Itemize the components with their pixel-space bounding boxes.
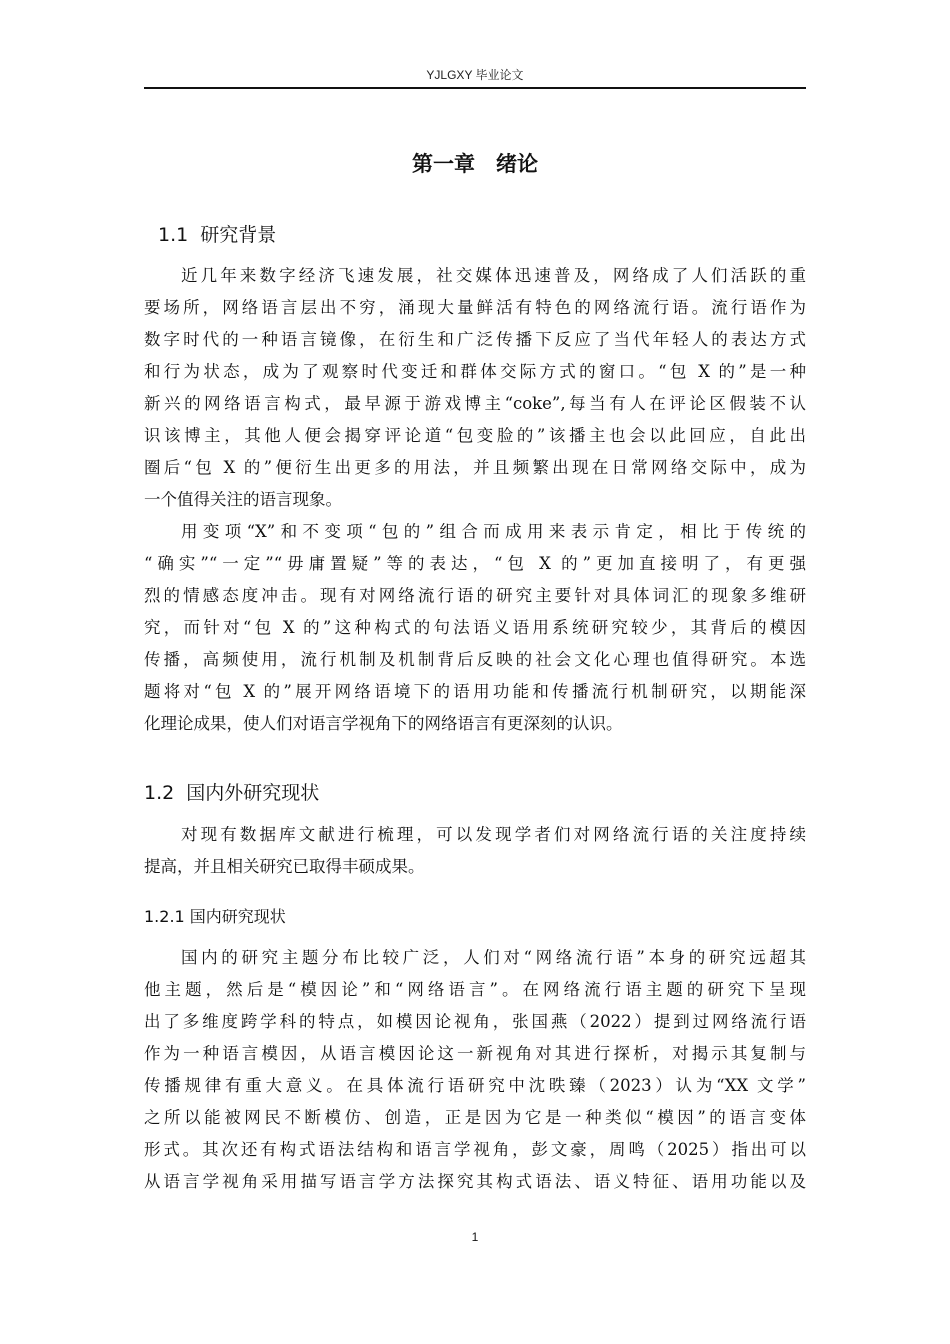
paragraph-domestic-research — [144, 942, 806, 1198]
text-line: 圈后“包 X 的”便衍生出更多的用法，并且频繁出现在日常网络交际中，成为 — [144, 458, 806, 477]
text-line: 题将对“包 X 的”展开网络语境下的语用功能和传播流行机制研究，以期能深 — [144, 682, 806, 701]
paragraph-background-1 — [144, 260, 806, 516]
paragraph-background-2 — [144, 516, 806, 740]
text-line: 烈的情感态度冲击。现有对网络流行语的研究主要针对具体词汇的现象多维研 — [144, 586, 806, 605]
section-heading-1-2-1: 1.2.1 国内研究现状 — [144, 907, 286, 926]
text-line: 究，而针对“包 X 的”这种构式的句法语义语用系统研究较少，其背后的模因 — [144, 618, 806, 637]
text-line: “确实”“一定”“毋庸置疑”等的表达，“包 X 的”更加直接明了，有更强 — [144, 554, 806, 573]
text-line: 数字时代的一种语言镜像，在衍生和广泛传播下反应了当代年轻人的表达方式 — [144, 330, 806, 349]
section-heading-1-1: 1.1 研究背景 — [158, 224, 277, 246]
paragraph-status-intro — [144, 819, 806, 883]
running-header: YJLGXY 毕业论文 — [426, 68, 524, 82]
text-line: 从语言学视角采用描写语言学方法探究其构式语法、语义特征、语用功能以及 — [144, 1172, 806, 1191]
header-divider — [144, 87, 806, 89]
text-line: 对现有数据库文献进行梳理，可以发现学者们对网络流行语的关注度持续 — [181, 825, 806, 844]
text-line: 和行为状态，成为了观察时代变迁和群体交际方式的窗口。“包 X 的”是一种 — [144, 362, 806, 381]
text-line: 作为一种语言模因，从语言模因论这一新视角对其进行探析，对揭示其复制与 — [144, 1044, 806, 1063]
text-line: 用变项“X”和不变项“包的”组合而成用来表示肯定，相比于传统的 — [181, 522, 806, 541]
text-line: 出了多维度跨学科的特点，如模因论视角，张国燕（2022）提到过网络流行语 — [144, 1012, 806, 1031]
section-heading-1-2: 1.2 国内外研究现状 — [144, 782, 320, 804]
chapter-title: 第一章 绪论 — [412, 152, 538, 176]
text-line: 新兴的网络语言构式，最早源于游戏博主“coke”,每当有人在评论区假装不认 — [144, 394, 806, 413]
page-number: 1 — [471, 1230, 479, 1244]
text-line: 国内的研究主题分布比较广泛，人们对“网络流行语”本身的研究远超其 — [181, 948, 806, 967]
text-line: 识该博主，其他人便会揭穿评论道“包变脸的”该播主也会以此回应，自此出 — [144, 426, 806, 445]
text-line: 之所以能被网民不断模仿、创造，正是因为它是一种类似“模因”的语言变体 — [144, 1108, 806, 1127]
text-line: 他主题，然后是“模因论”和“网络语言”。在网络流行语主题的研究下呈现 — [144, 980, 806, 999]
text-line: 要场所，网络语言层出不穷，涌现大量鲜活有特色的网络流行语。流行语作为 — [144, 298, 806, 317]
text-line: 传播规律有重大意义。在具体流行语研究中沈昳臻（2023）认为“XX 文学” — [144, 1076, 806, 1095]
text-line: 近几年来数字经济飞速发展，社交媒体迅速普及，网络成了人们活跃的重 — [181, 266, 806, 285]
text-line: 一个值得关注的语言现象。 — [144, 490, 342, 509]
text-line: 提高，并且相关研究已取得丰硕成果。 — [144, 857, 425, 876]
text-line: 形式。其次还有构式语法结构和语言学视角，彭文豪，周鸣（2025）指出可以 — [144, 1140, 806, 1159]
text-line: 传播，高频使用，流行机制及机制背后反映的社会文化心理也值得研究。本选 — [144, 650, 806, 669]
text-line: 化理论成果，使人们对语言学视角下的网络语言有更深刻的认识。 — [144, 714, 623, 733]
